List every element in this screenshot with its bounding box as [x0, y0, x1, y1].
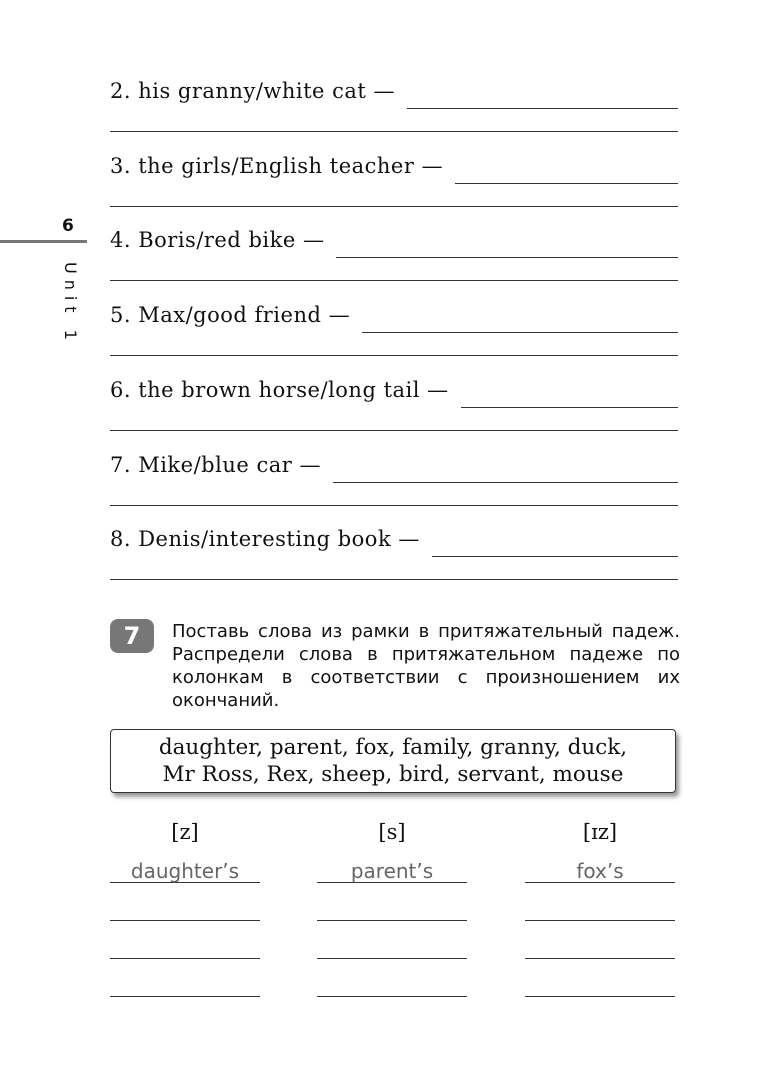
exercise-item — [110, 447, 678, 522]
word-box — [110, 729, 676, 793]
sound-column — [317, 820, 467, 997]
answer-line[interactable] — [525, 883, 675, 921]
page-number: 6 — [62, 216, 74, 236]
answer-line[interactable] — [455, 183, 678, 184]
exercise-item — [110, 222, 678, 297]
answer-line[interactable] — [110, 883, 260, 921]
word-box-line: Mr Ross, Rex, sheep, bird, servant, mouse — [162, 762, 624, 787]
exercise-number-badge: 7 — [110, 619, 154, 653]
column-header: [z] — [171, 820, 199, 844]
exercise-item — [110, 148, 678, 223]
answer-line-full[interactable] — [110, 579, 678, 580]
unit-label: Unit 1 — [61, 262, 80, 346]
item-prompt: 3. the girls/English teacher — — [110, 153, 444, 178]
word-box-line: daughter, parent, fox, family, granny, duck, — [158, 735, 628, 760]
answer-line[interactable] — [333, 482, 678, 483]
answer-line[interactable] — [110, 921, 260, 959]
item-prompt: 5. Max/good friend — — [110, 303, 351, 328]
answer-line-full[interactable] — [110, 430, 678, 431]
answer-line[interactable] — [461, 407, 678, 408]
answer-line[interactable] — [317, 959, 467, 997]
exercise-item — [110, 372, 678, 447]
answer-line-full[interactable] — [110, 206, 678, 207]
answer-line[interactable] — [407, 108, 678, 109]
item-prompt: 4. Boris/red bike — — [110, 228, 325, 253]
answer-line[interactable] — [317, 921, 467, 959]
answer-line-full[interactable] — [110, 505, 678, 506]
answer-line-full[interactable] — [110, 355, 678, 356]
exercise-item — [110, 297, 678, 372]
item-prompt: 7. Mike/blue car — — [110, 452, 321, 477]
margin-divider — [0, 240, 87, 243]
item-prompt: 2. his granny/white cat — — [110, 79, 396, 103]
item-prompt: 8. Denis/interesting book — — [110, 527, 420, 552]
column-header: [ɪz] — [582, 820, 618, 844]
example-answer[interactable]: daughter’s — [110, 850, 260, 883]
answer-line[interactable] — [525, 921, 675, 959]
answer-line[interactable] — [110, 959, 260, 997]
answer-line[interactable] — [336, 257, 678, 258]
sound-column — [110, 820, 260, 997]
answer-line[interactable] — [525, 959, 675, 997]
answer-line-full[interactable] — [110, 280, 678, 281]
exercise-item — [110, 521, 678, 596]
answer-line[interactable] — [317, 883, 467, 921]
answer-line-full[interactable] — [110, 131, 678, 132]
unit-label-container — [48, 262, 88, 362]
exercise-item — [110, 73, 678, 148]
example-answer[interactable]: fox’s — [525, 850, 675, 883]
answer-line[interactable] — [432, 556, 678, 557]
example-answer[interactable]: parent’s — [317, 850, 467, 883]
column-header: [s] — [378, 820, 406, 844]
item-prompt: 6. the brown horse/long tail — — [110, 377, 449, 402]
answer-line[interactable] — [362, 332, 678, 333]
exercise-instruction: Поставь слова из рамки в притяжательный падеж. Распредели слова в притяжательном падеже по колонкам в соответствии с произношением их окончаний. — [172, 621, 680, 711]
sound-column — [525, 820, 675, 997]
